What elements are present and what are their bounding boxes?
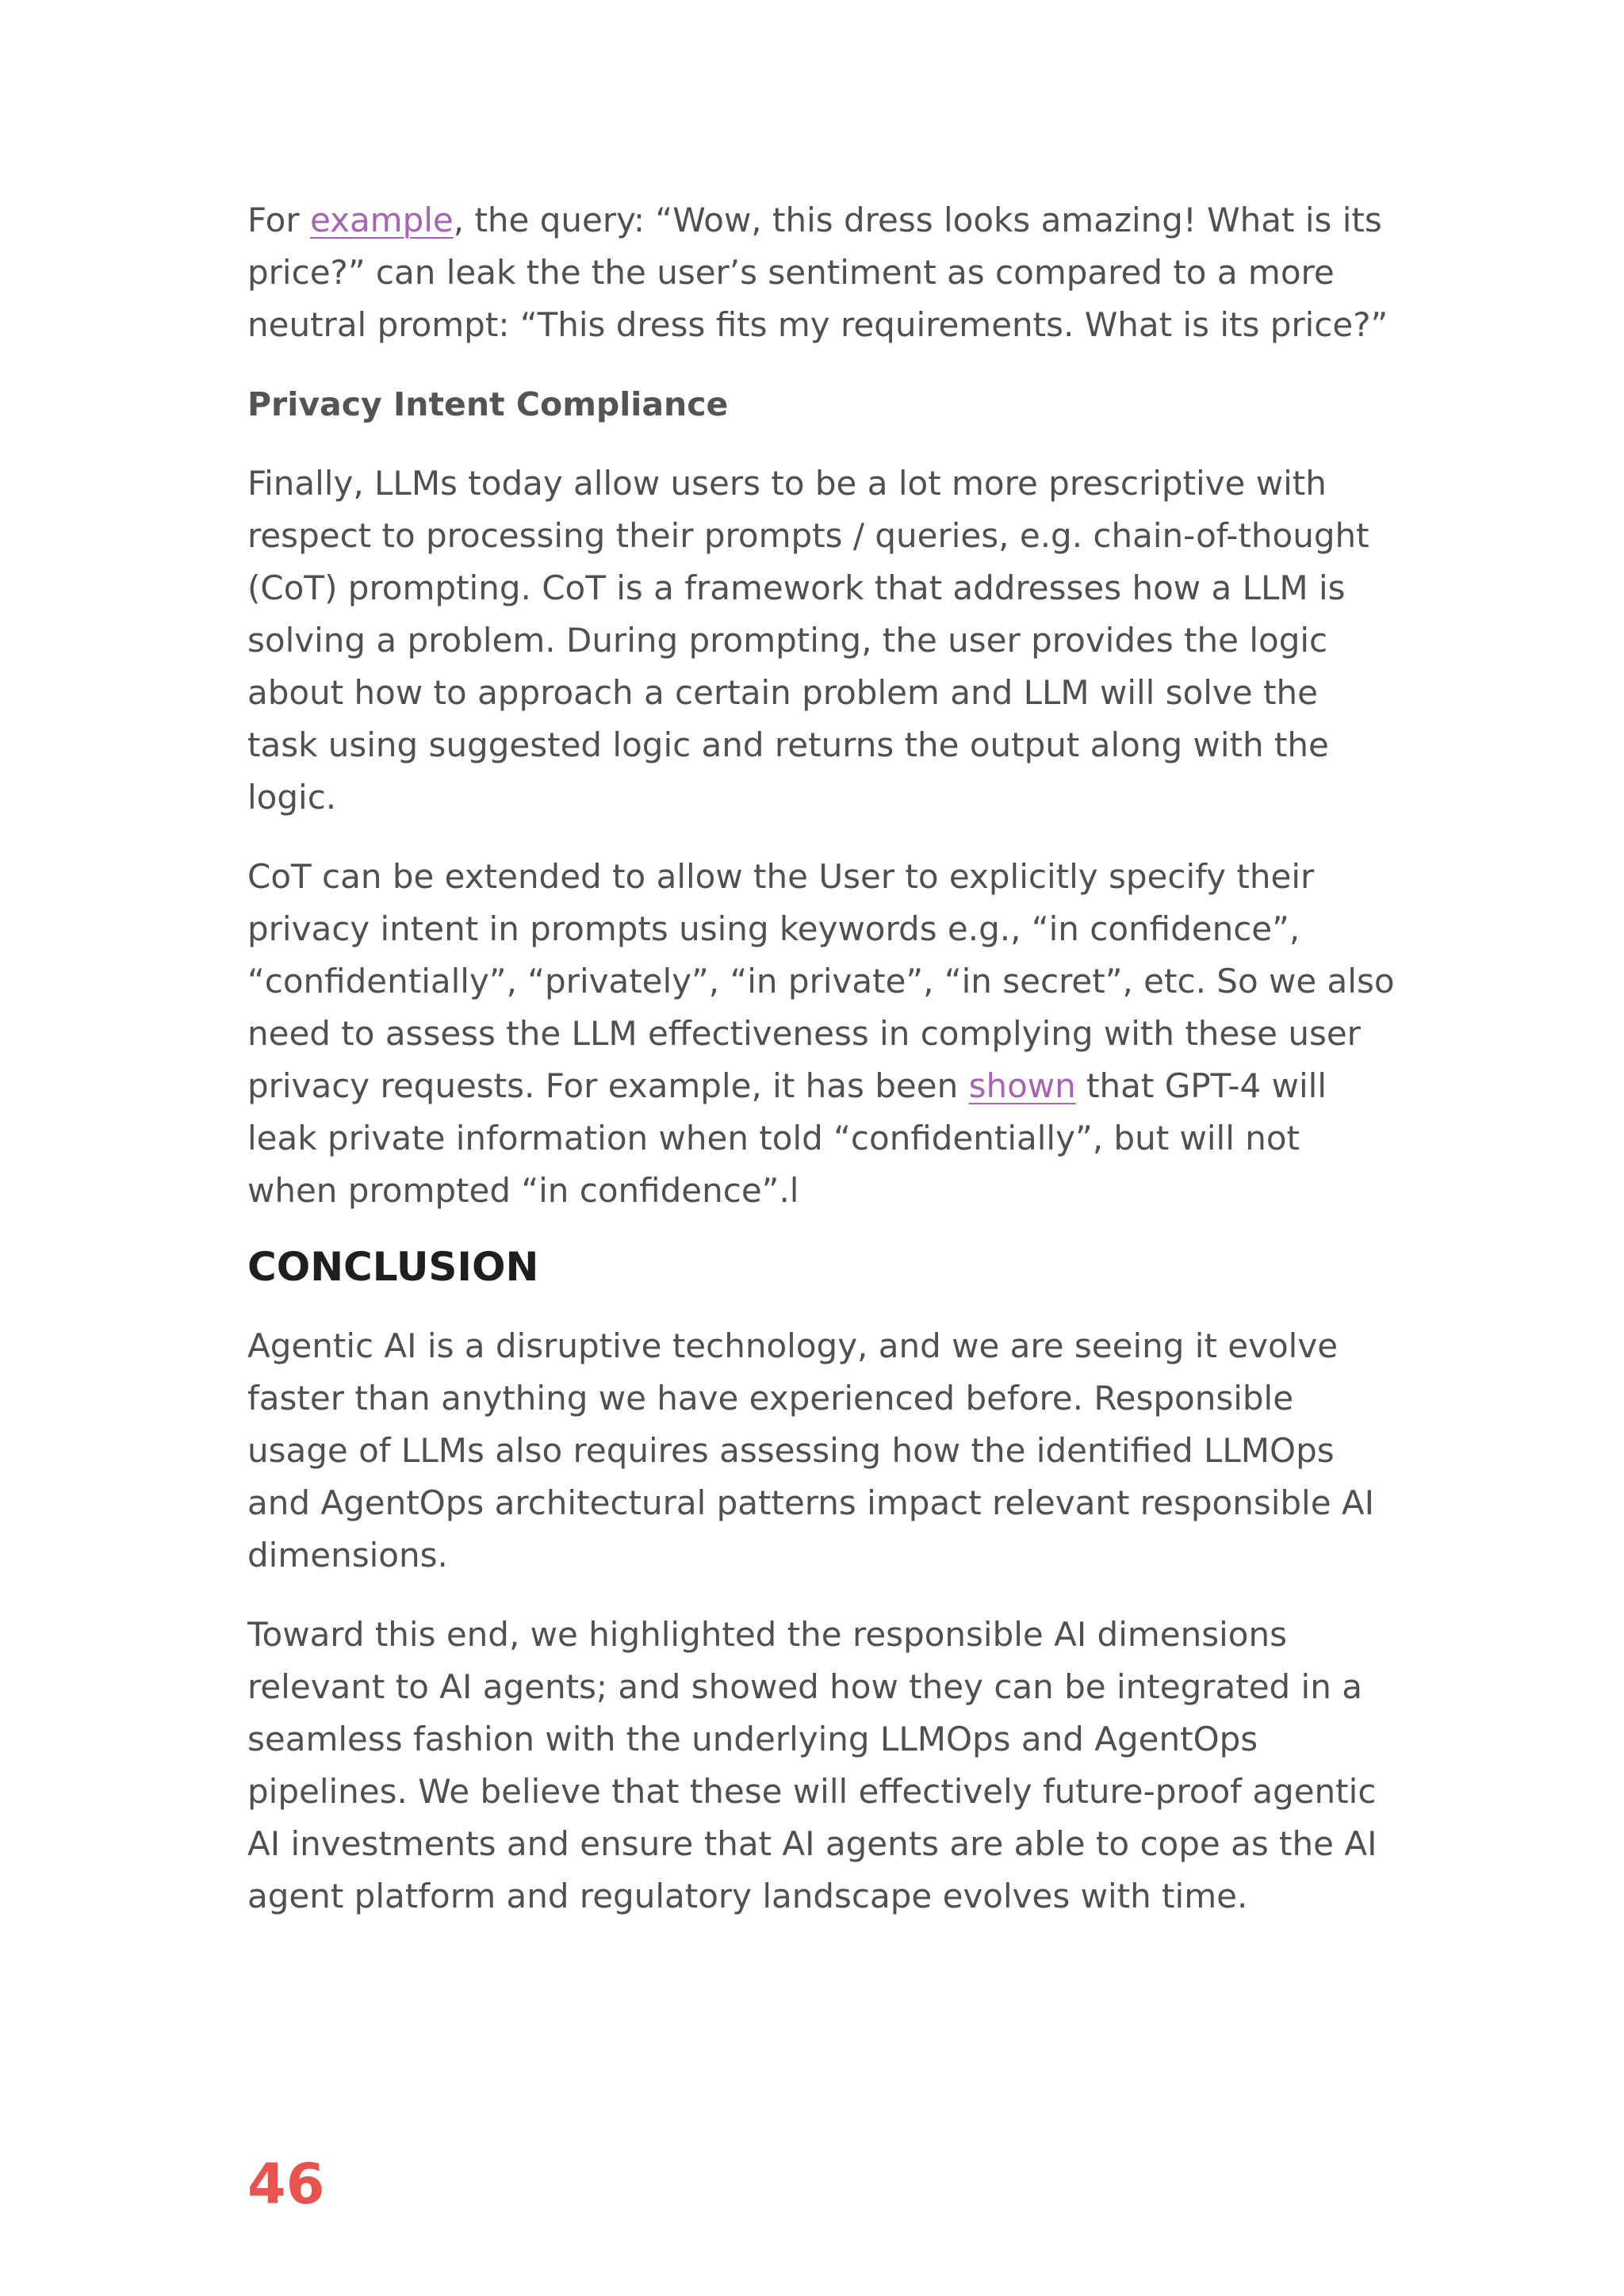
page-number: 46 bbox=[247, 2152, 325, 2217]
paragraph-privacy-intent bbox=[247, 851, 1397, 1217]
paragraph-conclusion-2: Toward this end, we highlighted the responsible AI dimensions relevant to AI agents; and showed how they can be integrated in a seamless fashion with the underlying LLMOps and AgentOps pipelines. We believe that these will effectively future-proof agentic AI investments and ensure that AI agents are able to cope as the AI agent platform and regulatory landscape evolves with time. bbox=[247, 1615, 1377, 1915]
paragraph-3-post: that GPT-4 will leak private information when told “confidentially”, but will not when prompted “in confidence”.l bbox=[247, 1066, 1327, 1210]
paragraph-3-pre: CoT can be extended to allow the User to explicitly specify their privacy intent in prompts using keywords e.g., “in confidence”, “confidentially”, “privately”, “in private”, “in secret”, etc. So we also need to assess the LLM effectiveness in complying with these user privacy requests. For example, it has been bbox=[247, 857, 1395, 1105]
page-content bbox=[247, 194, 1397, 1923]
subheading-privacy-intent-compliance: Privacy Intent Compliance bbox=[247, 385, 729, 423]
heading-conclusion: CONCLUSION bbox=[247, 1244, 539, 1290]
example-link[interactable]: example bbox=[309, 201, 454, 239]
paragraph-cot-prompting: Finally, LLMs today allow users to be a lot more prescriptive with respect to processing their prompts / queries, e.g. chain-of-thought (CoT) prompting. CoT is a framework that addresses how a LLM is solving a problem. During prompting, the user provides the logic about how to approach a certain problem and LLM will solve the task using suggested logic and returns the output along with the logic. bbox=[247, 464, 1369, 817]
paragraph-1-post: , the query: “Wow, this dress looks amazing! What is its price?” can leak the the user’s sentiment as compared to a more neutral prompt: “This dress fits my requirements. What is its price?” bbox=[247, 201, 1388, 344]
paragraph-1-pre: For bbox=[247, 201, 310, 239]
paragraph-conclusion-1: Agentic AI is a disruptive technology, and we are seeing it evolve faster than anything we have experienced before. Responsible usage of LLMs also requires assessing how the identified LLMOps and AgentOps architectural patterns impact relevant responsible AI dimensions. bbox=[247, 1326, 1375, 1575]
shown-link[interactable]: shown bbox=[968, 1066, 1076, 1105]
paragraph-sentiment-example bbox=[247, 194, 1397, 351]
